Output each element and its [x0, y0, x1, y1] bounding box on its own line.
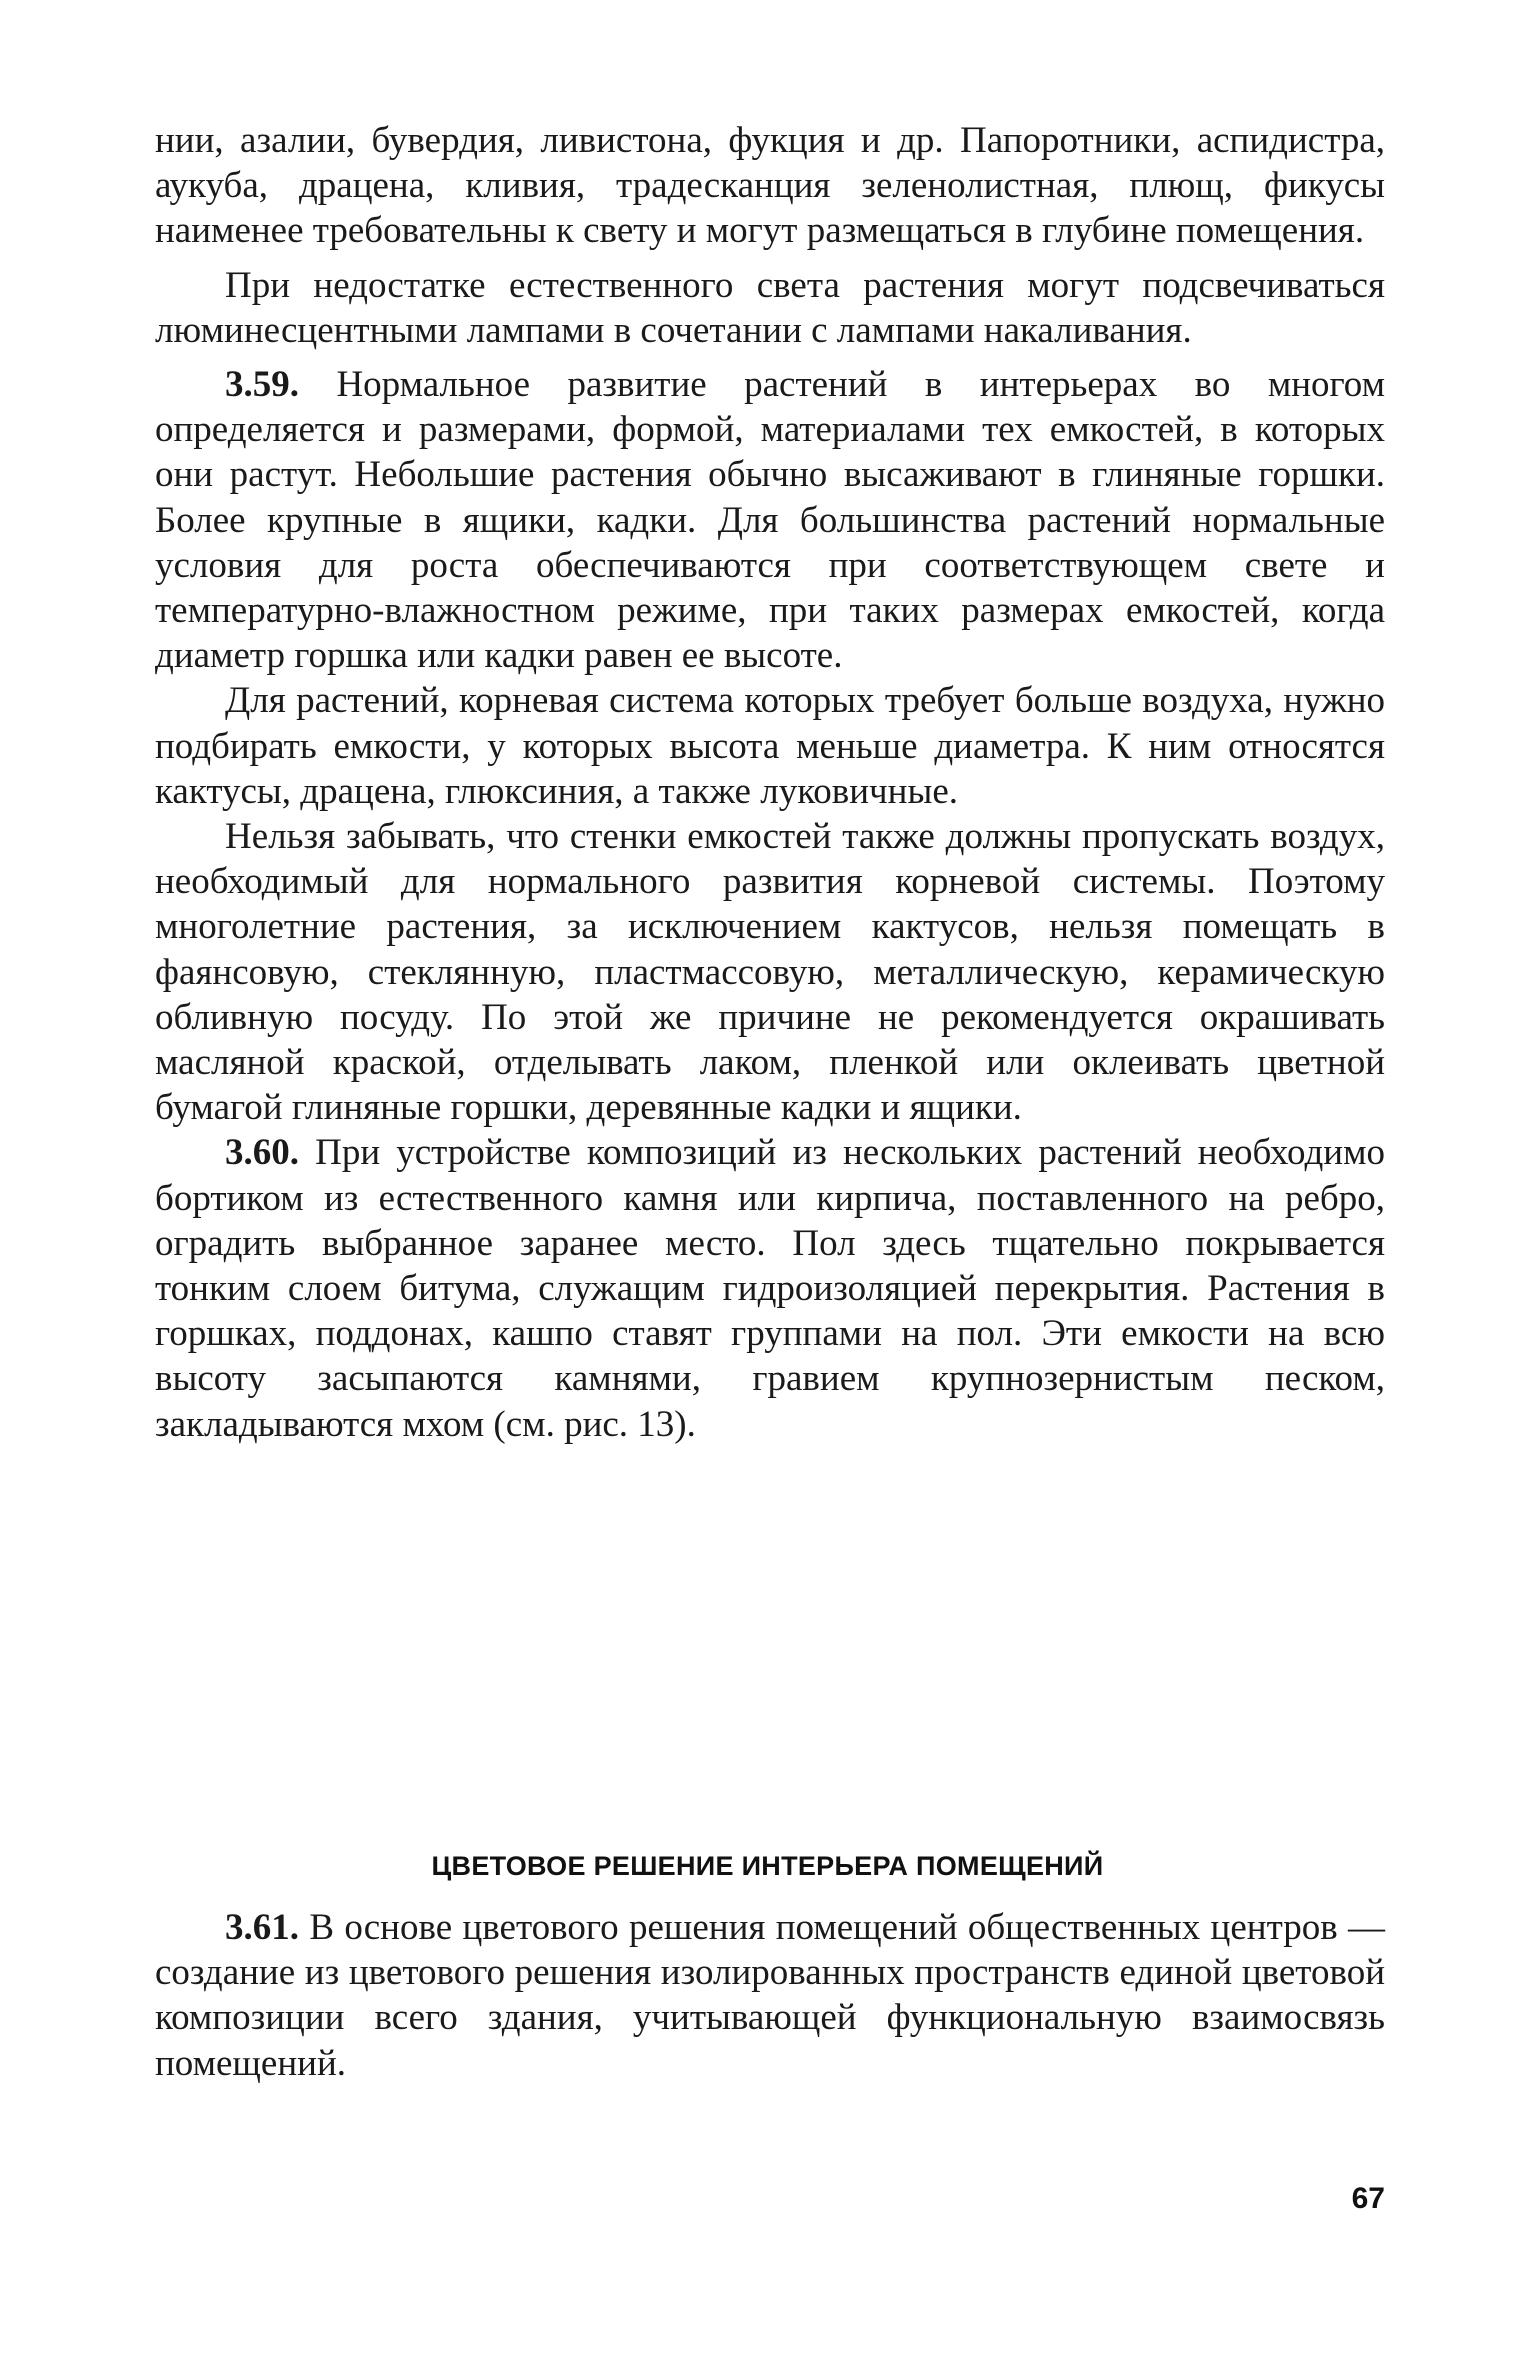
section-heading: ЦВЕТОВОЕ РЕШЕНИЕ ИНТЕРЬЕРА ПОМЕЩЕНИЙ [431, 1851, 1104, 1881]
paragraph-root-system: Для растений, корневая система которых требует больше воздуха, нужно подбирать емкости, у которых высота меньше диаметра. К ним относятся кактусы, драцена, глюксиния, а также луковичные. [155, 680, 1385, 812]
paragraph-text: Нормальное развитие растений в интерьерах во многом определяется и размерами, формой, материалами тех емкостей, в которых они растут. Небольшие растения обычно высаживают в глиняные горшки. Более крупные в ящики, кадки. Для большинства растений нормальные условия для роста обеспечиваются при соответствующем свете и температурно-влажностном режиме, при таких размерах емкостей, когда диаметр горшка или кадки равен ее высоте. [155, 364, 1385, 677]
paragraph-3-61 [155, 1905, 1385, 2086]
paragraph-lighting: При недостатке естественного света растения могут подсвечиваться люминесцентными лампами в сочетании с лампами накаливания. [155, 264, 1385, 351]
paragraph-container-walls: Нельзя забывать, что стенки емкостей также должны пропускать воздух, необходимый для нормального развития корневой системы. Поэтому многолетние растения, за исключением кактусов, нельзя помещать в фаянсовую, стеклянную, пластмассовую, металлическую, керамическую обливную посуду. По этой же причине не рекомендуется окрашивать масляной краской, отделывать лаком, пленкой или оклеивать цветной бумагой глиняные горшки, деревянные кадки и ящики. [155, 816, 1385, 1129]
section-number: 3.60. [225, 1132, 299, 1174]
page-body-lower [155, 1905, 1385, 2086]
page-body [155, 118, 1385, 1447]
section-number: 3.61. [225, 1907, 299, 1948]
paragraph-3-59 [155, 362, 1385, 678]
section-number: 3.59. [225, 364, 299, 406]
paragraph-3-60 [155, 1130, 1385, 1446]
page-number: 67 [1351, 2182, 1385, 2215]
paragraph-continued: нии, азалии, бувердия, ливистона, фукция и др. Папоротники, аспидистра, аукуба, драцена, кливия, традесканция зеленолистная, плющ, фикусы наименее требовательны к свету и могут размещаться в глубине помещения. [155, 120, 1385, 252]
paragraph-text: При устройстве композиций из нескольких растений необходимо бортиком из естественного камня или кирпича, поставленного на ребро, оградить выбранное заранее место. Пол здесь тщательно покрывается тонким слоем битума, служащим гидроизоляцией перекрытия. Растения в горшках, поддонах, кашпо ставят группами на пол. Эти емкости на всю высоту засыпаются камнями, гравием крупнозернистым песком, закладываются мхом (см. рис. 13). [155, 1132, 1385, 1445]
paragraph-text: В основе цветового решения помещений общественных центров — создание из цветового решения изолированных пространств единой цветовой композиции всего здания, учитывающей функциональную взаимосвязь помещений. [155, 1907, 1385, 2084]
